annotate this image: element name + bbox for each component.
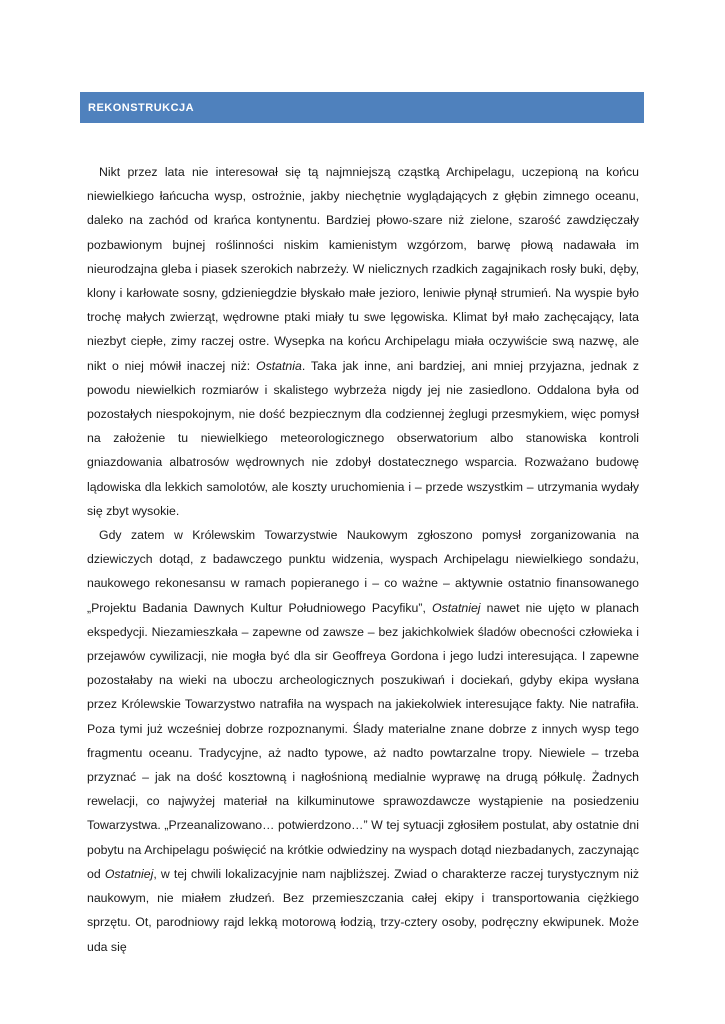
text-run: Gdy zatem w Królewskim Towarzystwie Naukowym zgłoszono pomysł zorganizowania na dziewiczych dotąd, z badawczego punktu widzenia, wyspach Archipelagu niewielkiego sondażu, naukowego rekonesansu w ramach popieranego i – co ważne – aktywnie ostatnio finansowanego „Projektu Badania Dawnych Kultur Południowego Pacyfiku”, <box>87 528 639 615</box>
text-run: Nikt przez lata nie interesował się tą najmniejszą cząstką Archipelagu, uczepioną na końcu niewielkiego łańcucha wysp, ostrożnie, jakby niechętnie wyglądających z głębin zimnego oceanu, daleko na zachód od krańca kontynentu. Bardziej płowo-szare niż zielone, szarość zawdzięczały pozbawionym bujnej roślinności niskim kamienistym wzgórzom, barwę płową nadawała im nieurodzajna gleba i piasek szerokich nabrzeży. W nielicznych rzadkich zagajnikach rosły buki, dęby, klony i karłowate sosny, gdzieniegdzie błyskało małe jezioro, leniwie płynął strumień. Na wyspie było trochę małych zwierząt, wędrowne ptaki miały tu swe lęgowiska. Klimat był mało zachęcający, lata niezbyt ciepłe, zimy raczej ostre. Wysepka na końcu Archipelagu miała oczywiście swą nazwę, ale nikt o niej mówił inaczej niż: <box>87 165 639 373</box>
section-header-bar <box>80 92 644 123</box>
paragraph <box>87 160 639 523</box>
italic-text-run: Ostatniej <box>432 600 481 615</box>
italic-text-run: Ostatniej <box>104 866 154 881</box>
paragraph <box>87 523 639 959</box>
italic-text-run: Ostatnia <box>256 358 302 373</box>
text-run: , w tej chwili lokalizacyjnie nam najbliższej. Zwiad o charakterze raczej turystycznym niż naukowym, nie miałem złudzeń. Bez przemieszczania całej ekipy i transportowania ciężkiego sprzętu. Ot, parodniowy rajd lekką motorową łodzią, trzy-cztery osoby, podręczny ekwipunek. Może uda się <box>87 866 639 954</box>
text-run: nawet nie ujęto w planach ekspedycji. Niezamieszkała – zapewne od zawsze – bez jakichkolwiek śladów obecności człowieka i przejawów cywilizacji, nie mogła być dla sir Geoffreya Gordona i jego ludzi interesująca. I zapewne pozostałaby na wieki na uboczu archeologicznych poszukiwań i dociekań, gdyby ekipa wysłana przez Królewskie Towarzystwo natrafiła na wyspach na jakiekolwiek interesujące fakty. Nie natrafiła. Poza tymi już wcześniej dobrze rozpoznanymi. Ślady materialne znane dobrze z innych wysp tego fragmentu oceanu. Tradycyjne, aż nadto typowe, aż nadto powtarzalne tropy. Niewiele – trzeba przyznać – jak na dość kosztowną i nagłośnioną medialnie wyprawę na drugą półkulę. Żadnych rewelacji, co najwyżej materiał na kilkuminutowe sprawozdawcze wystąpienie na posiedzeniu Towarzystwa. „Przeanalizowano… potwierdzono…” W tej sytuacji zgłosiłem postulat, aby ostatnie dni pobytu na Archipelagu poświęcić na krótkie odwiedziny na wyspach dotąd niezbadanych, zaczynając od <box>87 600 639 881</box>
body-text <box>87 160 639 959</box>
text-run: . Taka jak inne, ani bardziej, ani mniej przyjazna, jednak z powodu niewielkich rozmiarów i skalistego wybrzeża nigdy jej nie zasiedlono. Oddalona była od pozostałych niespokojnym, nie dość bezpiecznym dla codziennej żeglugi przesmykiem, więc pomysł na założenie tu niewielkiego meteorologicznego obserwatorium albo stanowiska kontroli gniazdowania albatrosów wędrownych nie zdobył dostatecznego wsparcia. Rozważano budowę lądowiska dla lekkich samolotów, ale koszty uruchomienia i – przede wszystkim – utrzymania wydały się zbyt wysokie. <box>87 358 639 518</box>
section-title: REKONSTRUKCJA <box>88 101 195 114</box>
